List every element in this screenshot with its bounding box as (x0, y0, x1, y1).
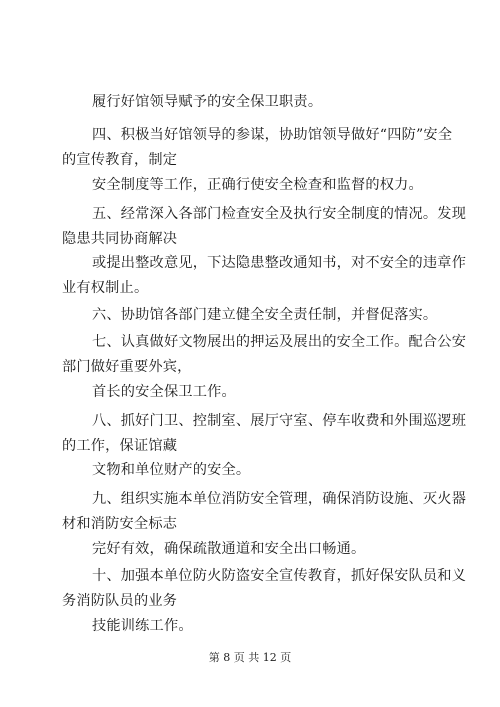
text-line: 技能训练工作。 (92, 618, 193, 634)
text-line: 的工作，保证馆藏 (62, 438, 178, 454)
text-line: 八、抓好门卫、控制室、展厅守室、停车收费和外围巡逻班 (92, 413, 467, 429)
text-line: 文物和单位财产的安全。 (92, 462, 251, 478)
text-line: 务消防队员的业务 (62, 593, 178, 609)
text-line: 六、协助馆各部门建立健全安全责任制，并督促落实。 (92, 307, 438, 323)
text-line: 业有权制止。 (62, 280, 149, 296)
text-line: 九、组织实施本单位消防安全管理，确保消防设施、灭火器 (92, 491, 467, 507)
page-footer: 第 8 页 共 12 页 (208, 651, 292, 664)
text-line: 隐患共同协商解决 (62, 231, 178, 247)
text-line: 十、加强本单位防火防盗安全宣传教育，抓好保安队员和义 (92, 568, 467, 584)
text-line: 五、经常深入各部门检查安全及执行安全制度的情况。发现 (92, 206, 467, 222)
text-line: 的宣传教育，制定 (62, 152, 178, 168)
text-line: 部门做好重要外宾， (62, 359, 192, 375)
text-line: 或提出整改意见，下达隐患整改通知书，对不安全的违章作 (92, 255, 467, 271)
text-line: 完好有效，确保疏散通道和安全出口畅通。 (92, 541, 366, 557)
text-line: 首长的安全保卫工作。 (92, 384, 236, 400)
text-line: 安全制度等工作，正确行使安全检查和监督的权力。 (92, 177, 423, 193)
text-line: 材和消防安全标志 (62, 516, 178, 532)
text-line: 七、认真做好文物展出的押运及展出的安全工作。配合公安 (92, 334, 467, 350)
text-line: 履行好馆领导赋予的安全保卫职责。 (92, 94, 323, 110)
text-line: 四、积极当好馆领导的参谋，协助馆领导做好“四防”安全 (92, 127, 453, 143)
